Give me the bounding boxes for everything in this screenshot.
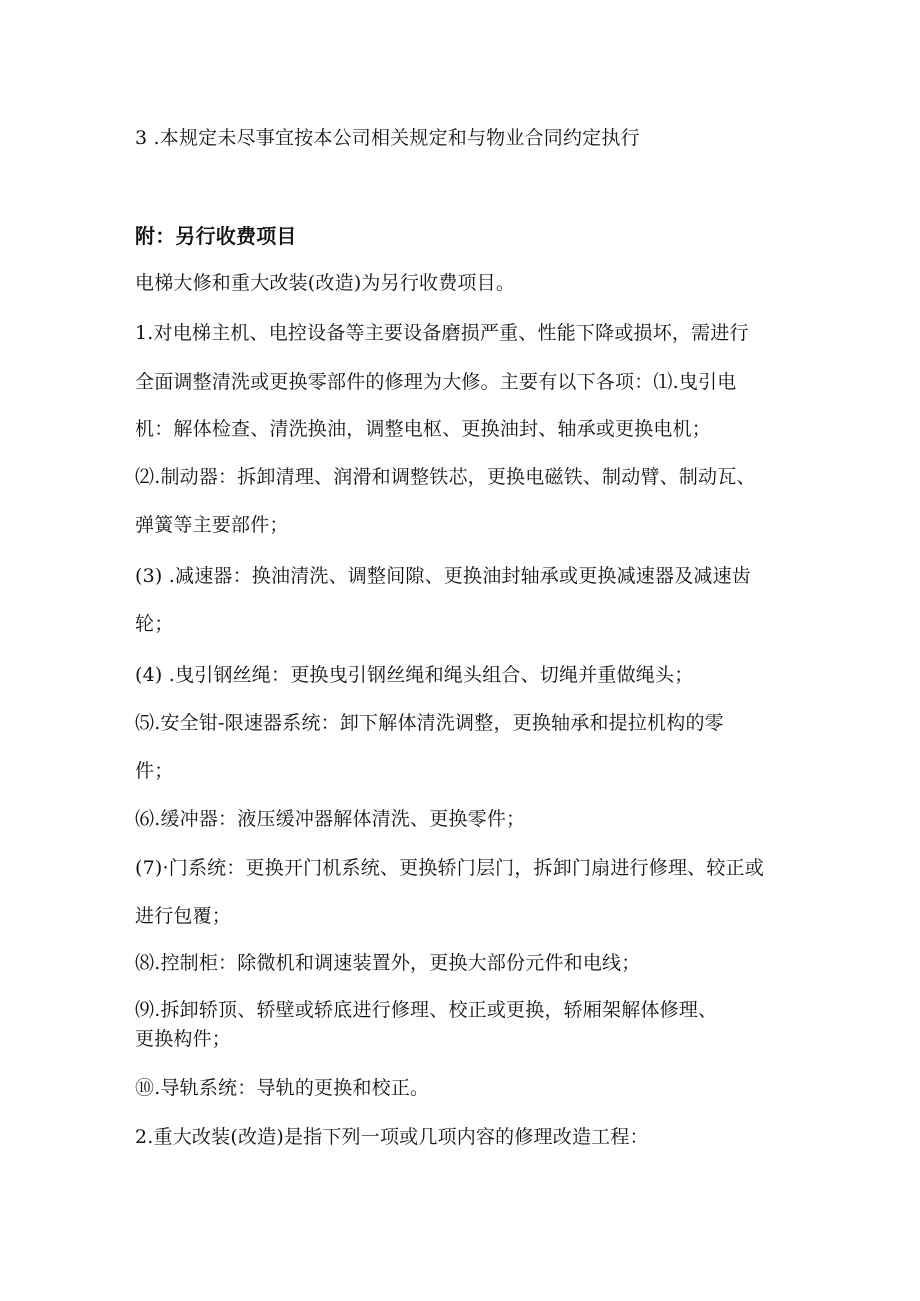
- text-line: ⑹.缓冲器：液压缓冲器解体清洗、更换零件；: [135, 808, 526, 830]
- text-line: 进行包覆；: [135, 905, 232, 927]
- clause-3: 3 .本规定未尽事宜按本公司相关规定和与物业合同约定执行: [135, 127, 640, 149]
- appendix-title: 附：另行收费项目: [135, 224, 297, 248]
- appendix-intro: 电梯大修和重大改装(改造)为另行收费项目。: [135, 272, 516, 294]
- text-line: ⑼.拆卸轿顶、轿壁或轿底进行修理、校正或更换，轿厢架解体修理、: [135, 999, 718, 1021]
- text-line: 全面调整清洗或更换零部件的修理为大修。主要有以下各项：⑴.曳引电: [135, 371, 737, 393]
- text-line: (7)·门系统：更换开门机系统、更换轿门层门，拆卸门扇进行修理、较正或: [135, 857, 764, 879]
- text-line: 弹簧等主要部件；: [135, 514, 289, 536]
- text-line: (3) .减速器：换油清洗、调整间隙、更换油封轴承或更换减速器及减速齿: [135, 565, 751, 587]
- text-line: 更换构件；: [135, 1028, 232, 1050]
- text-line: (4) .曳引钢丝绳：更换曳引钢丝绳和绳头组合、切绳并重做绳头；: [135, 664, 694, 686]
- text-line: 件；: [135, 760, 174, 782]
- text-line: ⑩.导轨系统：导轨的更换和校正。: [135, 1077, 430, 1099]
- text-line: 机：解体检查、清洗换油，调整电枢、更换油封、轴承或更换电机；: [135, 418, 712, 440]
- text-line: 1.对电梯主机、电控设备等主要设备磨损严重、性能下降或损坏，需进行: [135, 322, 749, 344]
- text-line: ⑻.控制柜：除微机和调速装置外，更换大部份元件和电线；: [135, 952, 641, 974]
- text-line: ⑵.制动器：拆卸清理、润滑和调整铁芯，更换电磁铁、制动臂、制动瓦、: [135, 466, 756, 488]
- text-line: 2.重大改装(改造)是指下列一项或几项内容的修理改造工程：: [135, 1126, 649, 1148]
- text-line: 轮；: [135, 613, 174, 635]
- text-line: ⑸.安全钳-限速器系统：卸下解体清洗调整，更换轴承和提拉机构的零: [135, 712, 724, 734]
